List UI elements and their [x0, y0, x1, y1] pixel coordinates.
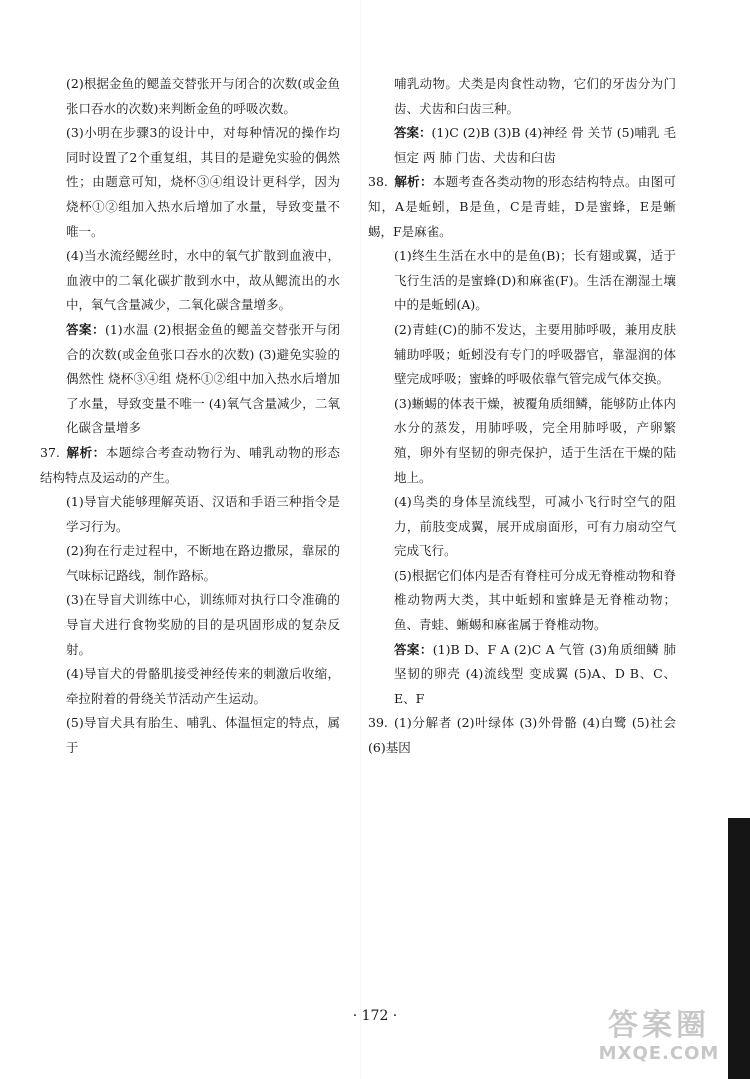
watermark-logo [594, 1009, 724, 1071]
q37-explanation-5: (5)导盲犬具有胎生、哺乳、体温恒定的特点，属于 [66, 715, 340, 756]
q37-explanation [40, 441, 340, 490]
answer-label: 答案： [394, 641, 433, 657]
q38-explanation-1: (1)终生生活在水中的是鱼(B)；长有翅或翼，适于飞行生活的是蜜蜂(D)和麻雀(F)。生活在潮湿土壤中的是蚯蚓(A)。 [394, 248, 676, 313]
q36-explanation-4: (4)当水流经鳃丝时，水中的氧气扩散到血液中，血液中的二氧化碳扩散到水中，故从鳃流出的水中，氧气含量减少，二氧化碳含量增多。 [66, 248, 340, 313]
explanation-label: 解析： [66, 444, 106, 460]
watermark-text: 答案圈 [608, 1008, 710, 1043]
q37-explanation-3: (3)在导盲犬训练中心，训练师对执行口令准确的导盲犬进行食物奖励的目的是巩固形成的复杂反射。 [66, 592, 340, 657]
page-edge-shadow [728, 818, 750, 1079]
q38-explanation-4: (4)鸟类的身体呈流线型，可减小飞行时空气的阻力，前肢变成翼，展开成扇面形，可有力扇动空气完成飞行。 [394, 494, 676, 559]
watermark-url: MXQE.COM [598, 1043, 720, 1064]
q37-explanation-2: (2)狗在行走过程中，不断地在路边撒尿，靠尿的气味标记路线，制作路标。 [66, 543, 340, 583]
answer-label: 答案： [66, 321, 105, 337]
page-fold-shadow [360, 0, 361, 1079]
q38-answer-text: (1)B D、F A (2)C A 气管 (3)角质细鳞 肺 坚韧的卵壳 (4)流线型 变成翼 (5)A、D B、C、E、F [394, 641, 676, 706]
q37-explanation-1: (1)导盲犬能够理解英语、汉语和手语三种指令是学习行为。 [66, 494, 340, 534]
left-column [40, 72, 340, 761]
q37-explanation-5-cont: 哺乳动物。犬类是肉食性动物，它们的牙齿分为门齿、犬齿和臼齿三种。 [394, 76, 676, 116]
q37-explanation-4: (4)导盲犬的骨骼肌接受神经传来的刺激后收缩，牵拉附着的骨绕关节活动产生运动。 [66, 666, 340, 706]
q37-answer [368, 121, 676, 170]
explanation-label: 解析： [394, 174, 433, 190]
q36-explanation-3: (3)小明在步骤3的设计中，对每种情况的操作均同时设置了2个重复组，其目的是避免实验的偶然性；由题意可知，烧杯③④组设计更科学，因为烧杯①②组加入热水后增加了水量，导致变量不唯一。 [66, 125, 340, 239]
q38-explanation-text: 本题考查各类动物的形态结构特点。由图可知，A是蚯蚓，B是鱼，C是青蛙，D是蜜蜂，E是蜥蜴，F是麻雀。 [368, 174, 676, 239]
q38-explanation-2: (2)青蛙(C)的肺不发达，主要用肺呼吸，兼用皮肤辅助呼吸；蚯蚓没有专门的呼吸器官，靠湿润的体壁完成呼吸；蜜蜂的呼吸依靠气管完成气体交换。 [394, 321, 676, 387]
page-number: · 172 · [352, 1008, 398, 1024]
q38-answer [368, 638, 676, 712]
question-number: 37. [40, 444, 60, 460]
question-number: 38. [368, 174, 388, 190]
answer-label: 答案： [394, 125, 432, 141]
q37-answer-text: (1)C (2)B (3)B (4)神经 骨 关节 (5)哺乳 毛 恒定 两 肺 门齿、犬齿和臼齿 [394, 125, 676, 165]
question-number: 39. [368, 715, 388, 731]
q38-explanation-5: (5)根据它们体内是否有脊柱可分成无脊椎动物和脊椎动物两大类，其中蚯蚓和蜜蜂是无脊椎动物；鱼、青蛙、蜥蜴和麻雀属于脊椎动物。 [394, 567, 676, 633]
q36-answer [40, 318, 340, 441]
q38-explanation [368, 170, 676, 244]
q36-answer-text: (1)水温 (2)根据金鱼的鳃盖交替张开与闭合的次数(或金鱼张口吞水的次数) (3)避免实验的偶然性 烧杯③④组 烧杯①②组中加入热水后增加了水量，导致变量不唯一 (4)氧气含量减少，二氧化碳含量增多 [66, 321, 340, 436]
q37-explanation-text: 本题综合考查动物行为、哺乳动物的形态结构特点及运动的产生。 [40, 444, 340, 485]
q39-answer [368, 711, 676, 760]
right-column [368, 72, 676, 761]
q38-explanation-3: (3)蜥蜴的体表干燥，被覆角质细鳞，能够防止体内水分的蒸发，用肺呼吸，完全用肺呼吸，产卵繁殖，卵外有坚韧的卵壳保护，适于生活在干燥的陆地上。 [394, 395, 676, 485]
q36-explanation-2: (2)根据金鱼的鳃盖交替张开与闭合的次数(或金鱼张口吞水的次数)来判断金鱼的呼吸次数。 [66, 76, 340, 116]
q39-answer-text: (1)分解者 (2)叶绿体 (3)外骨骼 (4)白鹭 (5)社会 (6)基因 [368, 715, 676, 756]
